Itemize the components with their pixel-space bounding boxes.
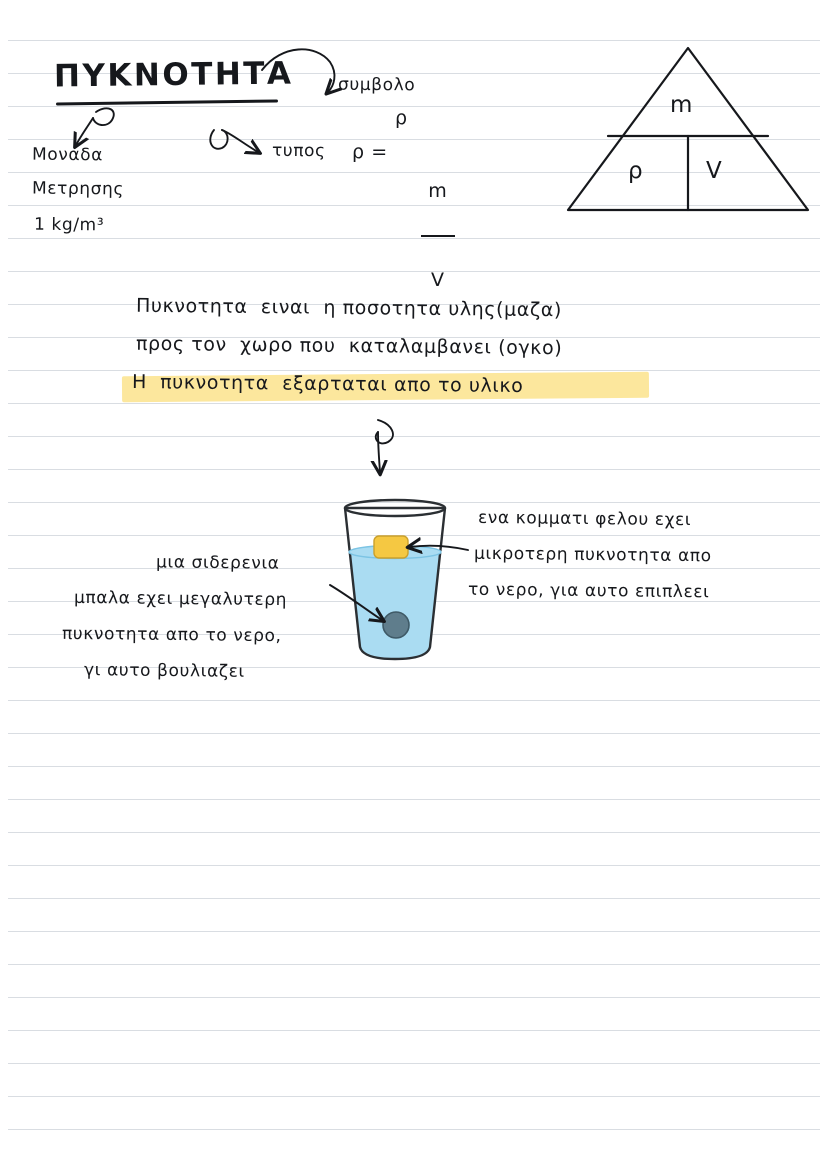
symbol-label: συμβολο <box>337 74 416 96</box>
triangle-cell-v: V <box>706 158 723 184</box>
rule-line <box>8 40 820 41</box>
rule-line <box>8 832 820 833</box>
definition-line-1: Πυκνοτητα ειναι η ποσοτητα υλης(μαζα) <box>135 294 563 322</box>
rule-line <box>8 106 820 107</box>
definition-line-3-highlighted: Η πυκνοτητα εξαρταται απο το υλικο <box>131 370 524 398</box>
unit-label-line1: Μοναδα <box>31 144 104 166</box>
right-note-line-2: μικροτερη πυκνοτητα απο <box>473 543 712 567</box>
triangle-cell-rho: ρ <box>628 158 644 184</box>
rule-line <box>8 766 820 767</box>
left-note-line-4: γι αυτο βουλιαζει <box>83 660 245 682</box>
right-note-line-3: το νερο, για αυτο επιπλεει <box>467 579 710 603</box>
rule-line <box>8 1129 820 1130</box>
fraction-bar <box>421 235 455 237</box>
triangle-cell-m: m <box>670 92 694 118</box>
formula-lhs: ρ = <box>352 141 388 163</box>
left-note-line-2: μπαλα εχει μεγαλυτερη <box>73 587 288 611</box>
unit-label-line2: Μετρησης <box>31 178 125 200</box>
formula-numerator: m <box>428 180 448 203</box>
rule-line <box>8 502 820 503</box>
rule-line <box>8 997 820 998</box>
rule-line <box>8 1030 820 1031</box>
rule-line <box>8 898 820 899</box>
rule-line <box>8 535 820 536</box>
definition-line-2: προς τον χωρο που καταλαμβανει (ογκο) <box>135 332 563 360</box>
formula-label: τυπος <box>271 140 326 162</box>
rule-line <box>8 733 820 734</box>
unit-value: 1 kg/m³ <box>33 214 105 236</box>
symbol-value: ρ <box>395 107 408 129</box>
rule-line <box>8 403 820 404</box>
rule-line <box>8 436 820 437</box>
rule-line <box>8 469 820 470</box>
rule-line <box>8 568 820 569</box>
left-note-line-1: μια σιδερενια <box>155 552 280 574</box>
right-note-line-1: ενα κομματι φελου εχει <box>477 507 692 531</box>
rule-line <box>8 370 820 371</box>
rule-line <box>8 799 820 800</box>
page-title: ΠΥΚΝΟΤΗΤΑ <box>53 55 294 95</box>
rule-line <box>8 700 820 701</box>
rule-line <box>8 865 820 866</box>
formula-denominator: V <box>431 269 445 292</box>
rule-line <box>8 1096 820 1097</box>
left-note-line-3: πυκνοτητα απο το νερο, <box>61 623 282 647</box>
rule-line <box>8 931 820 932</box>
rule-line <box>8 964 820 965</box>
rule-line <box>8 1063 820 1064</box>
